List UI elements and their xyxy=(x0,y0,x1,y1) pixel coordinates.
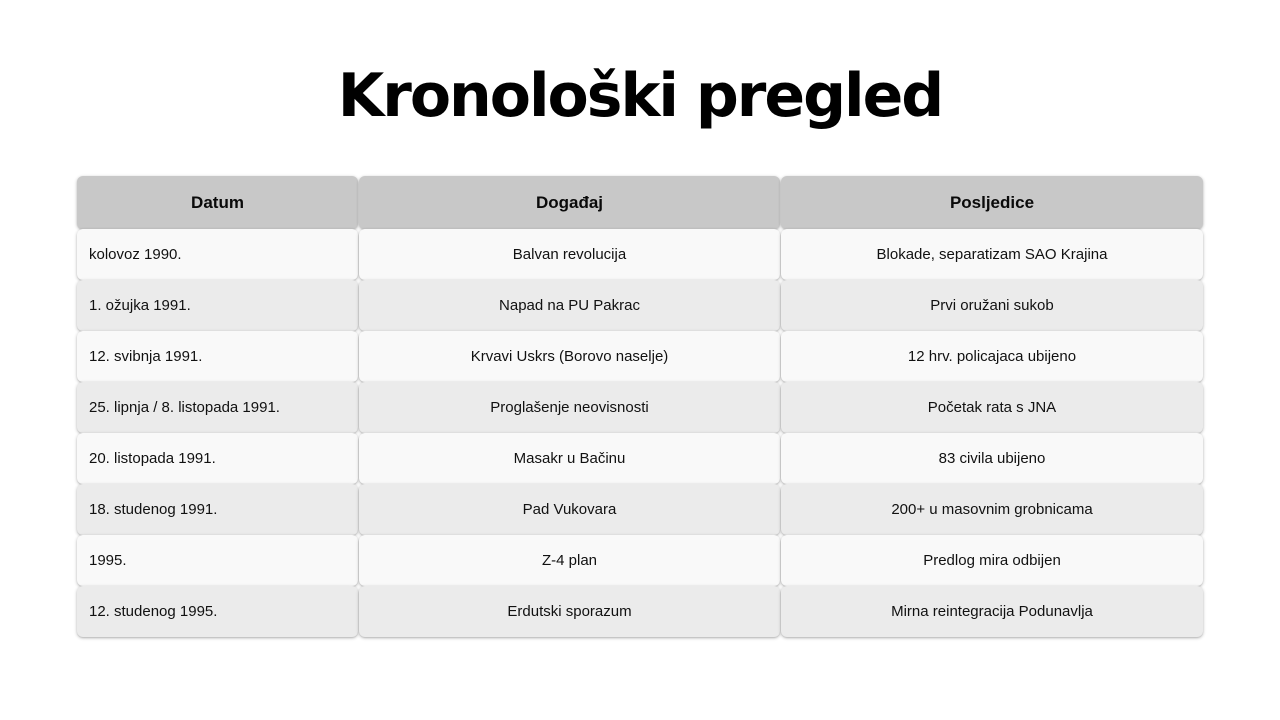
cell-date: 20. listopada 1991. xyxy=(77,433,358,484)
table-row xyxy=(77,535,1203,586)
table-header-row xyxy=(77,176,1203,229)
header-date: Datum xyxy=(77,176,358,229)
cell-consequences: 83 civila ubijeno xyxy=(781,433,1203,484)
cell-event: Proglašenje neovisnosti xyxy=(359,382,780,433)
cell-date: 25. lipnja / 8. listopada 1991. xyxy=(77,382,358,433)
cell-event: Balvan revolucija xyxy=(359,229,780,280)
cell-consequences: Blokade, separatizam SAO Krajina xyxy=(781,229,1203,280)
chronology-table xyxy=(77,176,1203,637)
table-row xyxy=(77,280,1203,331)
cell-date: kolovoz 1990. xyxy=(77,229,358,280)
table-row xyxy=(77,433,1203,484)
cell-event: Krvavi Uskrs (Borovo naselje) xyxy=(359,331,780,382)
table-row xyxy=(77,586,1203,637)
cell-consequences: Početak rata s JNA xyxy=(781,382,1203,433)
cell-date: 1995. xyxy=(77,535,358,586)
table-row xyxy=(77,229,1203,280)
table-row xyxy=(77,331,1203,382)
cell-date: 12. svibnja 1991. xyxy=(77,331,358,382)
header-event: Događaj xyxy=(359,176,780,229)
cell-event: Erdutski sporazum xyxy=(359,586,780,637)
header-consequences: Posljedice xyxy=(781,176,1203,229)
cell-date: 12. studenog 1995. xyxy=(77,586,358,637)
cell-event: Pad Vukovara xyxy=(359,484,780,535)
table-row xyxy=(77,484,1203,535)
cell-date: 18. studenog 1991. xyxy=(77,484,358,535)
cell-consequences: Prvi oružani sukob xyxy=(781,280,1203,331)
cell-consequences: Predlog mira odbijen xyxy=(781,535,1203,586)
slide-title: Kronološki pregled xyxy=(337,61,943,131)
cell-consequences: 200+ u masovnim grobnicama xyxy=(781,484,1203,535)
cell-consequences: Mirna reintegracija Podunavlja xyxy=(781,586,1203,637)
cell-date: 1. ožujka 1991. xyxy=(77,280,358,331)
cell-event: Masakr u Bačinu xyxy=(359,433,780,484)
cell-event: Z-4 plan xyxy=(359,535,780,586)
cell-event: Napad na PU Pakrac xyxy=(359,280,780,331)
cell-consequences: 12 hrv. policajaca ubijeno xyxy=(781,331,1203,382)
table-row xyxy=(77,382,1203,433)
